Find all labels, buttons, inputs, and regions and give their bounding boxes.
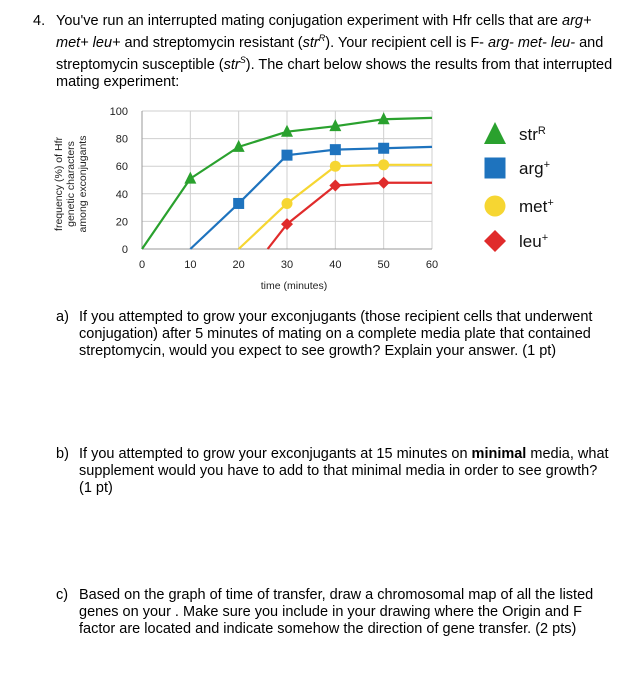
legend-label-leu: leu+ (519, 232, 549, 251)
part-c-text: Based on the graph of time of transfer, draw a chromosomal map of all the listed genes on your . Make sure you include in your drawing where the Origin and F factor are located and indicate somehow the direction of gene transfer. (2 pts) (79, 587, 594, 637)
data-point-leu-50 (378, 177, 390, 189)
legend-marker-arg (485, 158, 506, 179)
intro-text-5: ). The chart below shows the results from that interrupted mating experiment: (56, 56, 613, 90)
legend-sup-met: + (547, 197, 554, 209)
data-point-arg-40 (330, 144, 341, 155)
y-tick-label-20: 20 (115, 216, 128, 229)
x-axis-title: time (minutes) (260, 280, 328, 292)
intro-text-4: and streptomycin susceptible ( (56, 34, 604, 73)
legend-marker-str-r (484, 122, 506, 144)
x-tick-label-50: 50 (377, 259, 390, 271)
x-tick-label-20: 20 (232, 259, 245, 271)
interrupted-mating-chart (40, 100, 580, 300)
legend-marker-met (485, 196, 506, 217)
recipient-genotype: arg- met- leu- (488, 34, 576, 51)
y-axis-title-line-2: genetic characters (65, 141, 77, 227)
str-s-label: str (223, 56, 240, 73)
series-line-leu (268, 183, 432, 249)
legend-sup-str-r: R (537, 125, 546, 137)
genotype-met: met+ (56, 34, 89, 51)
chart-legend (484, 122, 554, 252)
data-point-met-50 (378, 159, 389, 170)
legend-label-str-r: str$^R$ (519, 125, 546, 144)
part-b-post: media, what supplement would you have to add to that minimal media in order to see growth? (1 pt) (79, 446, 609, 496)
genotype-arg: arg+ (562, 13, 592, 29)
legend-marker-leu (484, 230, 506, 252)
y-axis-title-line-3: among exconjugants (77, 135, 89, 233)
str-r-label: str (302, 34, 319, 51)
part-b-text (79, 446, 609, 497)
legend-label-met: met+ (519, 197, 554, 216)
data-point-arg-30 (282, 150, 293, 161)
str-s-sup: S (239, 54, 246, 65)
part-b-bold: minimal (471, 446, 527, 462)
part-b-label: b) (56, 446, 69, 462)
x-tick-label-40: 40 (329, 259, 342, 271)
intro-text-2: and streptomycin resistant ( (120, 34, 303, 51)
question-intro (56, 13, 616, 91)
y-axis-title-line-1: frequency (%) of Hfr (53, 137, 65, 231)
legend-sup-arg: + (543, 159, 551, 171)
data-point-str-r-10 (184, 172, 196, 184)
data-point-met-30 (282, 198, 293, 209)
y-tick-label-40: 40 (115, 188, 128, 201)
part-b-pre: If you attempted to grow your exconjugants at 15 minutes on (79, 446, 472, 462)
x-tick-label-10: 10 (184, 259, 197, 271)
genotype-leu: leu+ (92, 34, 121, 51)
intro-text-1: You've run an interrupted mating conjugation experiment with Hfr cells that are (56, 13, 562, 29)
chart-axes (53, 106, 438, 292)
legend-sup-leu: + (541, 232, 549, 244)
data-point-arg-20 (233, 198, 244, 209)
intro-text-3: ). Your recipient cell is F- (325, 34, 489, 51)
x-tick-label-60: 60 (425, 259, 439, 271)
data-point-met-40 (330, 161, 341, 172)
y-tick-label-60: 60 (115, 161, 128, 174)
x-tick-label-0: 0 (138, 259, 146, 271)
y-tick-label-100: 100 (109, 106, 128, 118)
y-tick-label-80: 80 (115, 133, 128, 146)
y-tick-label-0: 0 (121, 244, 128, 256)
legend-label-arg: arg+ (519, 159, 551, 178)
str-r-sup: R (318, 33, 326, 43)
part-c-label: c) (56, 587, 69, 603)
data-point-arg-50 (378, 143, 389, 154)
x-tick-label-30: 30 (280, 259, 294, 271)
series-line-arg (190, 147, 432, 249)
part-a-text: If you attempted to grow your exconjugants (those recipient cells that underwent conjugation) after 5 minutes of mating on a complete media plate that contained streptomycin, would you expect to see growth? Explain your answer. (1 pt) (79, 309, 593, 359)
part-a-label: a) (56, 309, 69, 325)
question-number: 4. (33, 13, 46, 29)
